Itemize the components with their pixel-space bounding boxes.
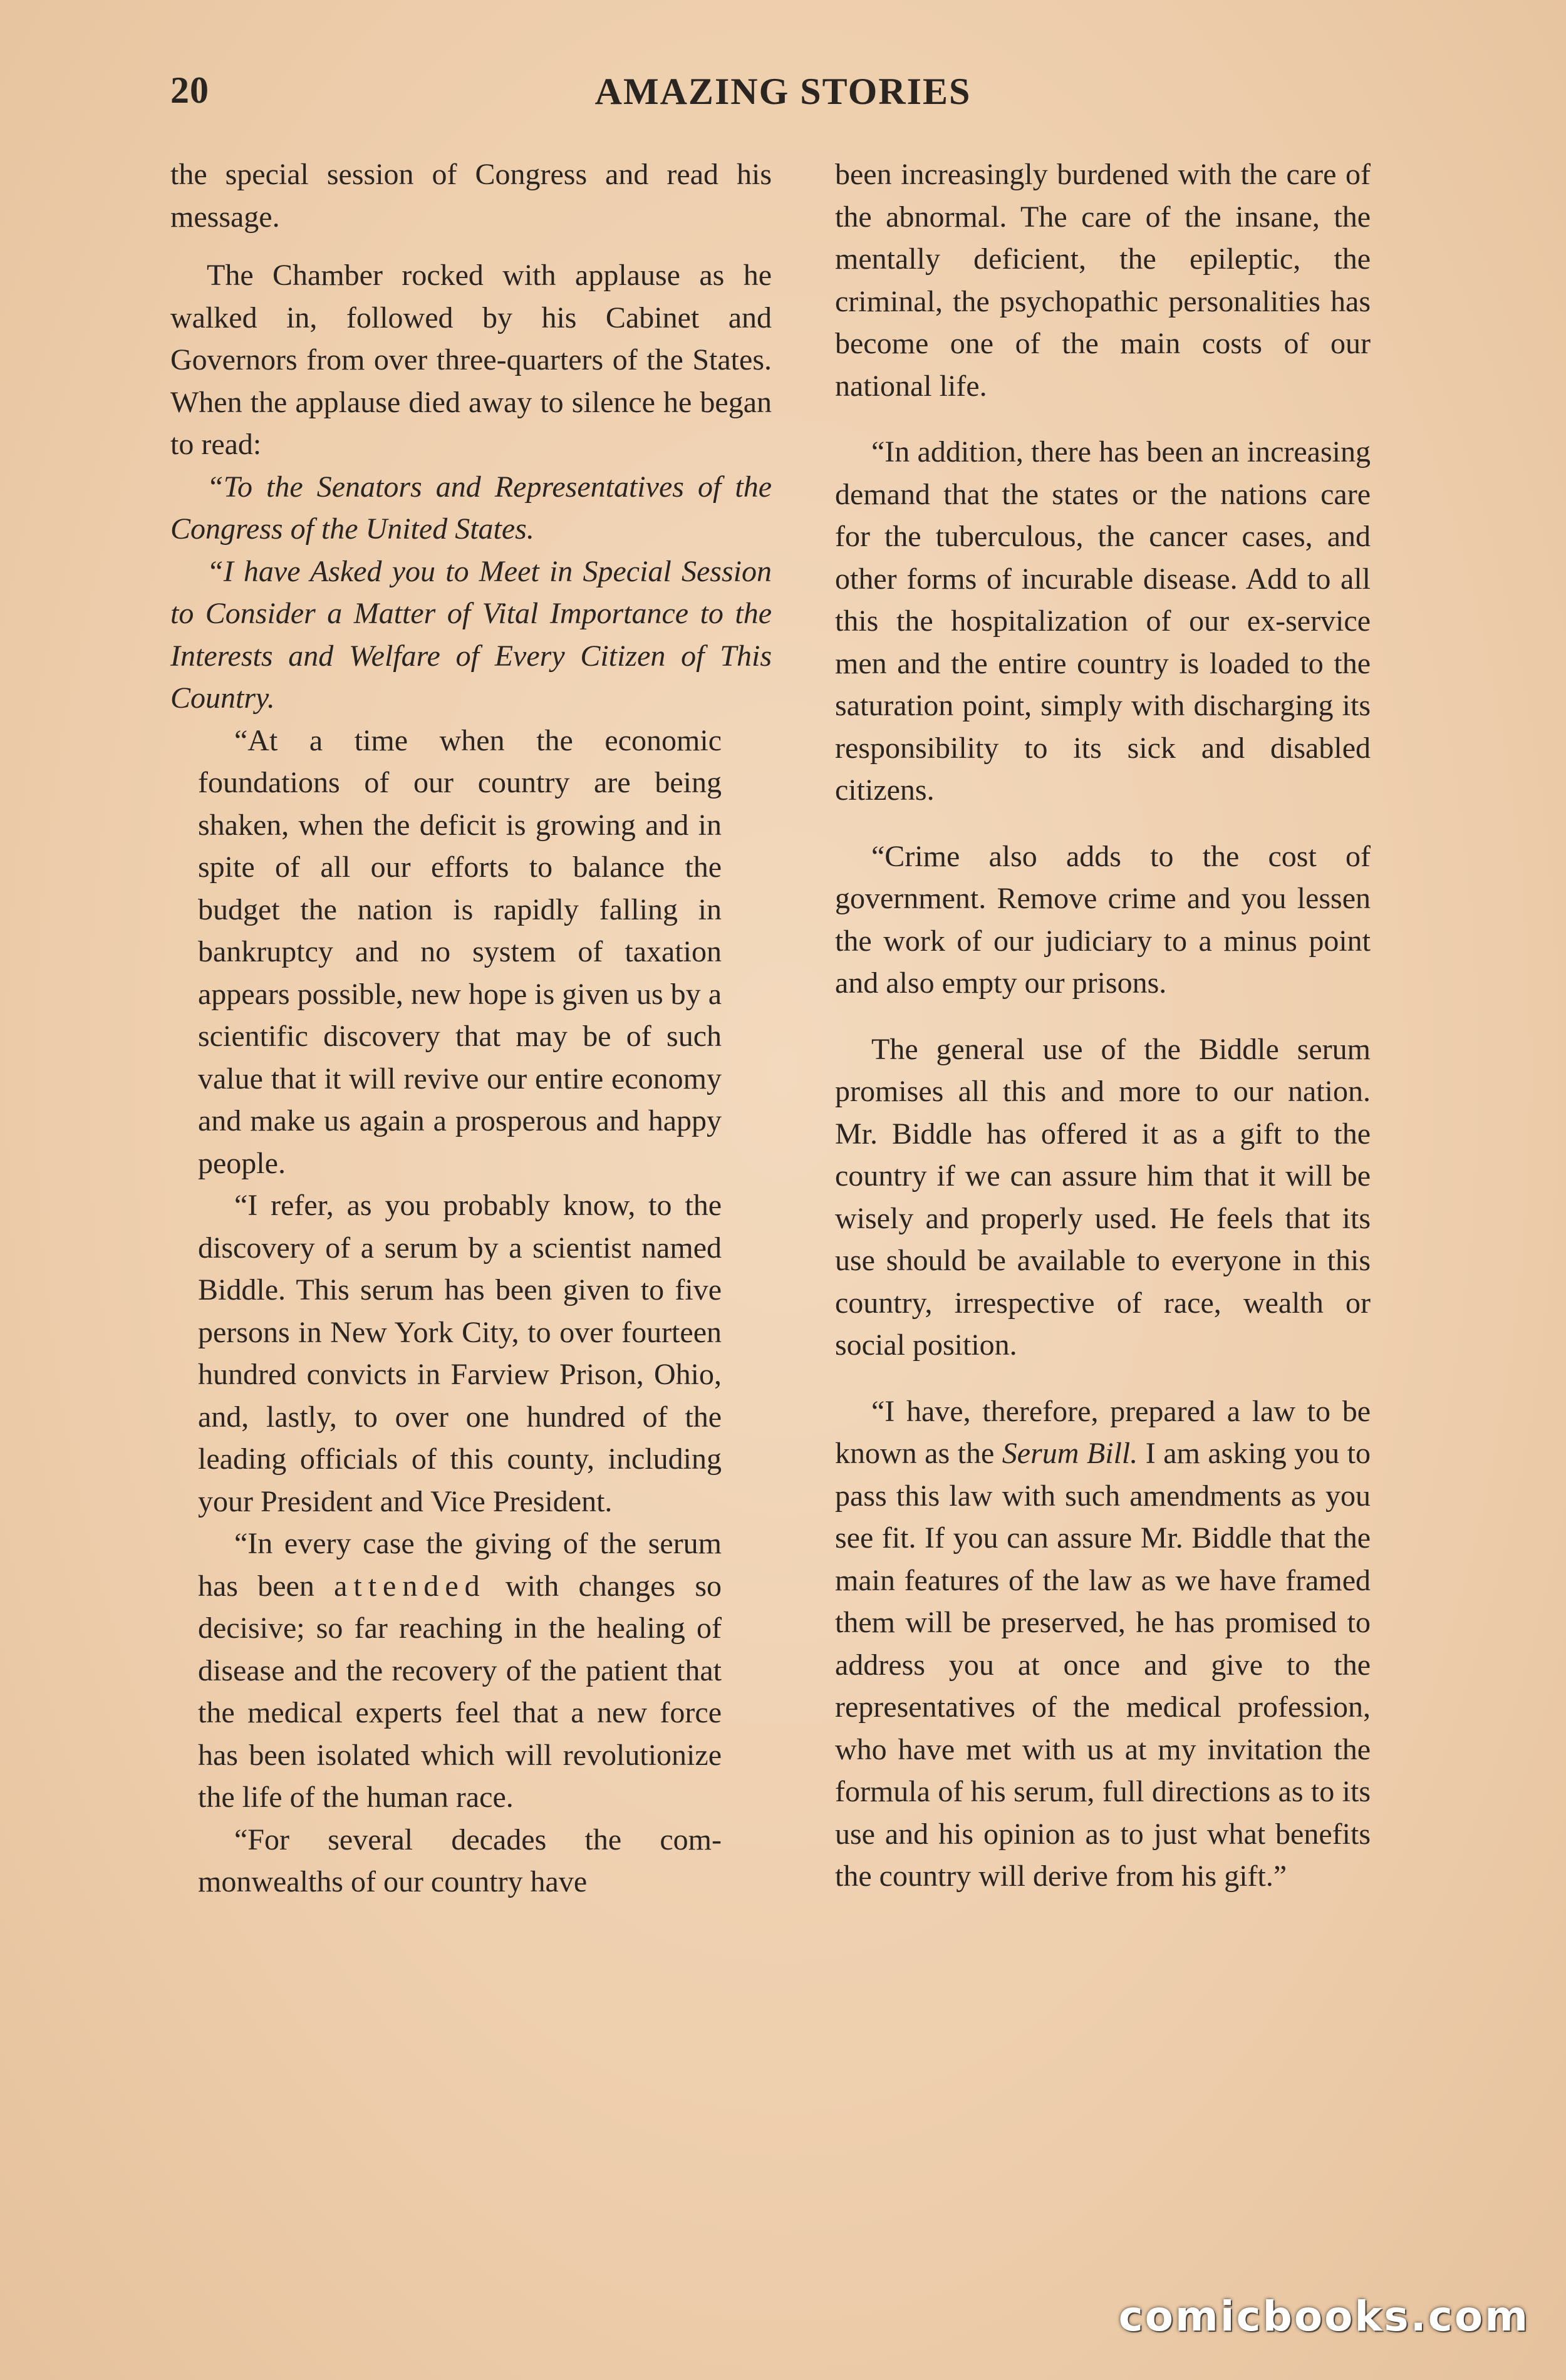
paragraph-every-case [198, 1523, 722, 1819]
paragraph-biddle-serum: “I refer, as you probably know, to the discovery of a serum by a scientist named Biddle. This serum has been given to five persons in New York City, to over fourteen hundred convicts in Farview Prison, Ohio, and, lastly, to over one hundred of the leading officials of this county, including your President and Vice President. [198, 1189, 722, 1518]
text-fragment: “I have, therefore, prepared a law to be known as the [835, 1394, 1371, 1470]
paragraph-continuation: the special session of Congress and read his message. [170, 158, 772, 234]
watermark: comicbooks.com [1118, 2292, 1530, 2341]
paragraph-economic-foundations: “At a time when the economic foundations of our country are being shaken, when the deficit is growing and in spite of all our efforts to balance the budget the nation is rapidly falling in bankruptcy and no system of taxation appears possible, new hope is given us by a scientific discovery that may be of such value that it will revive our entire economy and make us again a prosperous and happy people. [198, 723, 722, 1180]
text-fragment: with changes so decisive; so far reaching in the healing of disease and the recovery of the patient that the medical experts feel that a new force has been isolated which will revolutionize the life of the human race. [198, 1569, 722, 1814]
paragraph-burdened: been increasingly burdened with the care of the abnormal. The care of the insane, the mentally deficient, the epileptic, the criminal, the psychopathic personalities has become one of the main costs of our national life. [835, 158, 1371, 403]
paragraph-salutation: “To the Senators and Representatives of the Congress of the United States. [170, 470, 772, 546]
paragraph-chamber-applause: The Chamber rocked with applause as he walked in, followed by his Cabinet and Governors from over three-quarters of the States. When the applause died away to silence he began to read: [170, 259, 772, 461]
running-head-title: AMAZING STORIES [594, 71, 972, 112]
left-column [170, 153, 772, 1903]
spaced-word: attended [334, 1569, 486, 1603]
text-fragment: I am asking you to pass this law with such amendments as you see fit. If you can assure Mr. Biddle that the main features of the law as we have framed them will be preserved, he has promised to address you at once and give to the representatives of the medical profession, who have met with us at my invitation the formula of his serum, full directions as to its use and his opinion as to just what benefits the country will derive from his gift.” [835, 1437, 1371, 1893]
paragraph-subject: “I have Asked you to Meet in Special Session to Consider a Matter of Vital Importance to the Interests and Welfare of Every Citizen of This Country. [170, 554, 772, 715]
paragraph-several-decades: “For several decades the commonwealths of our country have [198, 1823, 722, 1898]
paragraph-general-use: The general use of the Biddle serum promises all this and more to our nation. Mr. Biddle has offered it as a gift to the country if we can assure him that it will be wisely and properly used. He feels that its use should be available to everyone in this country, irrespective of race, wealth or social position. [835, 1032, 1371, 1362]
text-fragment: “In every case the giving of the serum has been [198, 1527, 722, 1603]
right-column [835, 153, 1371, 1898]
page-number: 20 [170, 70, 209, 111]
italic-bill-name: Serum Bill. [1002, 1437, 1138, 1470]
paragraph-serum-bill [835, 1390, 1371, 1898]
paragraph-in-addition: “In addition, there has been an increasing demand that the states or the nations care for the tuberculous, the cancer cases, and other forms of incurable disease. Add to all this the hospitalization of our ex-service men and the entire country is loaded to the saturation point, simply with discharging its responsibility to its sick and disabled citizens. [835, 435, 1371, 807]
paragraph-crime: “Crime also adds to the cost of government. Remove crime and you lessen the work of our judiciary to a minus point and also empty our prisons. [835, 839, 1371, 1000]
